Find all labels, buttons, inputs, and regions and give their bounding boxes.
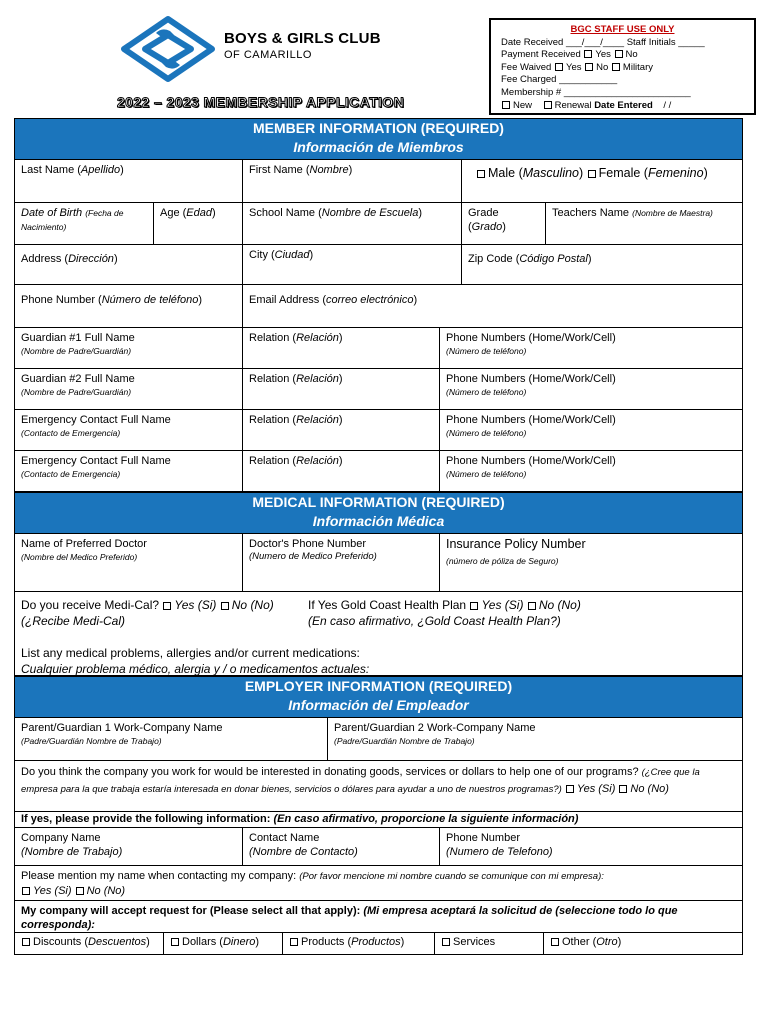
contact-relation-field[interactable]: Relation (Relación) xyxy=(243,328,440,368)
company-name-field[interactable]: Company Name (Nombre de Trabajo) xyxy=(15,828,243,865)
renewal-checkbox[interactable] xyxy=(544,101,552,109)
payment-received-line xyxy=(501,49,744,62)
member-title-es: Información de Miembros xyxy=(293,139,464,155)
city-field[interactable]: City (Ciudad) xyxy=(243,245,462,284)
mention-name-block: Please mention my name when contacting my company: (Por favor mencione mi nombre cuando se comunique con mi empresa): Yes (Si) No (No) xyxy=(14,866,743,901)
contact-name-field[interactable]: Contact Name (Nombre de Contacto) xyxy=(243,828,440,865)
boys-girls-club-logo xyxy=(118,15,218,83)
medical-section-header xyxy=(14,492,743,534)
fee-waived-no-checkbox[interactable] xyxy=(585,63,593,71)
gold-coast-no-checkbox[interactable] xyxy=(528,602,536,610)
fee-waived-line xyxy=(501,62,744,75)
school-field[interactable]: School Name (Nombre de Escuela) xyxy=(243,203,462,244)
gold-coast-question-es: (En caso afirmativo, ¿Gold Coast Health Plan?) xyxy=(308,614,561,628)
phone-row xyxy=(14,285,743,328)
female-checkbox[interactable] xyxy=(588,170,596,178)
medi-cal-question-es: (¿Recibe Medi-Cal) xyxy=(21,614,126,628)
fee-waived-no-label: No xyxy=(596,61,609,73)
option-checkbox[interactable] xyxy=(551,938,559,946)
contact-row xyxy=(14,451,743,492)
donate-yes-checkbox[interactable] xyxy=(566,785,574,793)
medical-problems-label: List any medical problems, allergies and/or current medications: xyxy=(21,646,360,660)
option-4[interactable]: Services xyxy=(435,933,544,954)
fee-waived-yes-label: Yes xyxy=(565,61,582,73)
payment-yes-checkbox[interactable] xyxy=(584,50,592,58)
medical-questions-block: Do you receive Medi-Cal? Yes (Si) No (No) (¿Recibe Medi-Cal) If Yes Gold Coast Health Plan Yes (Si) No (No) (En caso afirmativo, ¿Gold Coast Health Plan?) List any medical problems, allergies and/or current medications: Cualquier problema médico, alergia y / o medicamentos actuales: xyxy=(14,592,743,676)
male-label: Male ( xyxy=(488,166,523,180)
contact-phones-field[interactable]: Phone Numbers (Home/Work/Cell) (Número de teléfono) xyxy=(446,455,616,479)
contact-relation-field[interactable]: Relation (Relación) xyxy=(243,410,440,450)
medi-cal-no-checkbox[interactable] xyxy=(221,602,229,610)
donate-question-es: (¿Cree que la empresa para la que trabaja estaría interesada en donar bienes, servicios o dólares para ayudar a uno de nuestros programas?) xyxy=(21,767,700,795)
first-name-field[interactable]: First Name (Nombre) xyxy=(243,160,462,202)
option-checkbox[interactable] xyxy=(22,938,30,946)
option-checkbox[interactable] xyxy=(171,938,179,946)
gender-field: Male (Masculino) Female (Femenino) xyxy=(462,160,742,202)
gold-coast-yes-checkbox[interactable] xyxy=(470,602,478,610)
gold-coast-question: If Yes Gold Coast Health Plan xyxy=(308,598,467,612)
donate-question: Do you think the company you work for would be interested in donating goods, services or dollars to help one of our programs? xyxy=(21,766,639,778)
dob-row xyxy=(14,203,743,245)
doctor-phone-field[interactable]: Doctor's Phone Number (Numero de Medico Preferido) xyxy=(243,534,440,591)
payment-no-label: No xyxy=(625,49,638,61)
member-title-en: MEMBER INFORMATION (REQUIRED) xyxy=(253,120,504,136)
fee-waived-label: Fee Waived xyxy=(501,61,552,73)
date-entered-field[interactable]: / / xyxy=(663,99,672,111)
mention-no-checkbox[interactable] xyxy=(76,887,84,895)
contact-row xyxy=(14,410,743,451)
contact-name-field[interactable]: Guardian #1 Full Name (Nombre de Padre/Guardián) xyxy=(15,328,243,368)
renewal-label: Renewal xyxy=(554,99,592,111)
doctor-field[interactable]: Name of Preferred Doctor (Nombre del Medico Preferido) xyxy=(15,534,243,591)
member-section-header xyxy=(14,118,743,160)
employer-title-en: EMPLOYER INFORMATION (REQUIRED) xyxy=(244,678,513,694)
fee-waived-military-checkbox[interactable] xyxy=(612,63,620,71)
medical-problems-label-es: Cualquier problema médico, alergia y / o medicamentos actuales: xyxy=(21,662,370,676)
medical-title-en: MEDICAL INFORMATION (REQUIRED) xyxy=(252,494,505,510)
fee-charged-line[interactable]: Fee Charged ___________ xyxy=(501,74,618,86)
application-form xyxy=(14,118,743,955)
pg2-company-field[interactable]: Parent/Guardian 2 Work-Company Name (Padre/Guardián Nombre de Trabajo) xyxy=(334,722,536,746)
email-field[interactable]: Email Address (correo electrónico) xyxy=(249,294,418,306)
address-field[interactable]: Address (Dirección) xyxy=(15,245,243,284)
contact-name-field[interactable]: Guardian #2 Full Name (Nombre de Padre/Guardián) xyxy=(15,369,243,409)
fee-waived-yes-checkbox[interactable] xyxy=(555,63,563,71)
application-title: 2022 – 2023 MEMBERSHIP APPLICATION xyxy=(117,94,405,110)
pg1-company-field[interactable]: Parent/Guardian 1 Work-Company Name (Padre/Guardián Nombre de Trabajo) xyxy=(15,718,328,760)
insurance-field[interactable]: Insurance Policy Number (número de póliza de Seguro) xyxy=(446,537,586,566)
staff-title: BGC STAFF USE ONLY xyxy=(570,24,675,35)
contact-row xyxy=(14,328,743,369)
company-contact-row xyxy=(14,828,743,866)
new-label: New xyxy=(513,99,533,111)
option-2[interactable]: Dollars (Dinero) xyxy=(164,933,283,954)
contacts-list xyxy=(14,328,743,492)
contact-phones-field[interactable]: Phone Numbers (Home/Work/Cell) (Número de teléfono) xyxy=(446,373,616,397)
military-label: Military xyxy=(622,61,654,73)
option-3[interactable]: Products (Productos) xyxy=(283,933,435,954)
female-label: Female ( xyxy=(598,166,648,180)
teacher-field[interactable]: Teachers Name (Nombre de Maestra) xyxy=(552,207,713,219)
medi-cal-yes-checkbox[interactable] xyxy=(163,602,171,610)
payment-no-checkbox[interactable] xyxy=(615,50,623,58)
date-entered-label: Date Entered xyxy=(594,99,653,111)
contact-phones-field[interactable]: Phone Numbers (Home/Work/Cell) (Número de teléfono) xyxy=(446,332,616,356)
contact-relation-field[interactable]: Relation (Relación) xyxy=(243,451,440,491)
age-field[interactable]: Age (Edad) xyxy=(154,203,243,244)
employer-names-row xyxy=(14,718,743,761)
address-row xyxy=(14,245,743,285)
employer-title-es: Información del Empleador xyxy=(288,697,469,713)
membership-number-line[interactable]: Membership # ________________________ xyxy=(501,86,691,98)
payment-label: Payment Received xyxy=(501,49,581,61)
donate-no-checkbox[interactable] xyxy=(619,785,627,793)
option-1[interactable]: Discounts (Descuentos) xyxy=(15,933,164,954)
contact-name-field[interactable]: Emergency Contact Full Name (Contacto de Emergencia) xyxy=(15,451,243,491)
new-renewal-line xyxy=(501,100,744,113)
phone-field[interactable]: Phone Number (Número de teléfono) xyxy=(15,285,243,327)
payment-yes-label: Yes xyxy=(595,49,611,61)
accept-options-row xyxy=(14,933,743,955)
contact-relation-field[interactable]: Relation (Relación) xyxy=(243,369,440,409)
contact-phones-field[interactable]: Phone Numbers (Home/Work/Cell) (Número de teléfono) xyxy=(446,414,616,438)
date-received-line[interactable]: Date Received ___/___/____ Staff Initials _____ xyxy=(501,36,705,48)
zip-field[interactable]: Zip Code (Código Postal) xyxy=(468,253,592,265)
option-checkbox[interactable] xyxy=(290,938,298,946)
if-yes-line: If yes, please provide the following information: (En caso afirmativo, proporcione la siguiente información) xyxy=(14,812,743,828)
mention-yes-checkbox[interactable] xyxy=(22,887,30,895)
option-5[interactable]: Other (Otro) xyxy=(544,933,742,954)
company-phone-field[interactable]: Phone Number (Numero de Telefono) xyxy=(446,832,553,858)
last-name-field[interactable]: Last Name (Apellido) xyxy=(15,160,243,202)
staff-use-box xyxy=(489,18,756,115)
grade-field[interactable]: Grade (Grado) xyxy=(462,203,546,244)
option-checkbox[interactable] xyxy=(442,938,450,946)
club-subtitle: OF CAMARILLO xyxy=(224,49,312,61)
male-checkbox[interactable] xyxy=(477,170,485,178)
employer-section-header xyxy=(14,676,743,718)
medical-title-es: Información Médica xyxy=(312,513,445,529)
contact-row xyxy=(14,369,743,410)
club-name: BOYS & GIRLS CLUB xyxy=(224,30,381,47)
donate-question-block: Do you think the company you work for would be interested in donating goods, services or dollars to help one of our programs? (¿Cree que la empresa para la que trabaja estaría interesada en donar bienes, servicios o dólares para ayudar a uno de nuestros programas?) Yes (Si) No (No) xyxy=(14,761,743,812)
dob-field[interactable]: Date of Birth (Fecha de Nacimiento) xyxy=(15,203,154,244)
new-checkbox[interactable] xyxy=(502,101,510,109)
contact-name-field[interactable]: Emergency Contact Full Name (Contacto de Emergencia) xyxy=(15,410,243,450)
accept-request-block: My company will accept request for (Please select all that apply): (Mi empresa aceptará la solicitud de (seleccione todo lo que corresponda): xyxy=(14,901,743,933)
name-row xyxy=(14,160,743,203)
medi-cal-question: Do you receive Medi-Cal? xyxy=(21,598,160,612)
doctor-row xyxy=(14,534,743,592)
